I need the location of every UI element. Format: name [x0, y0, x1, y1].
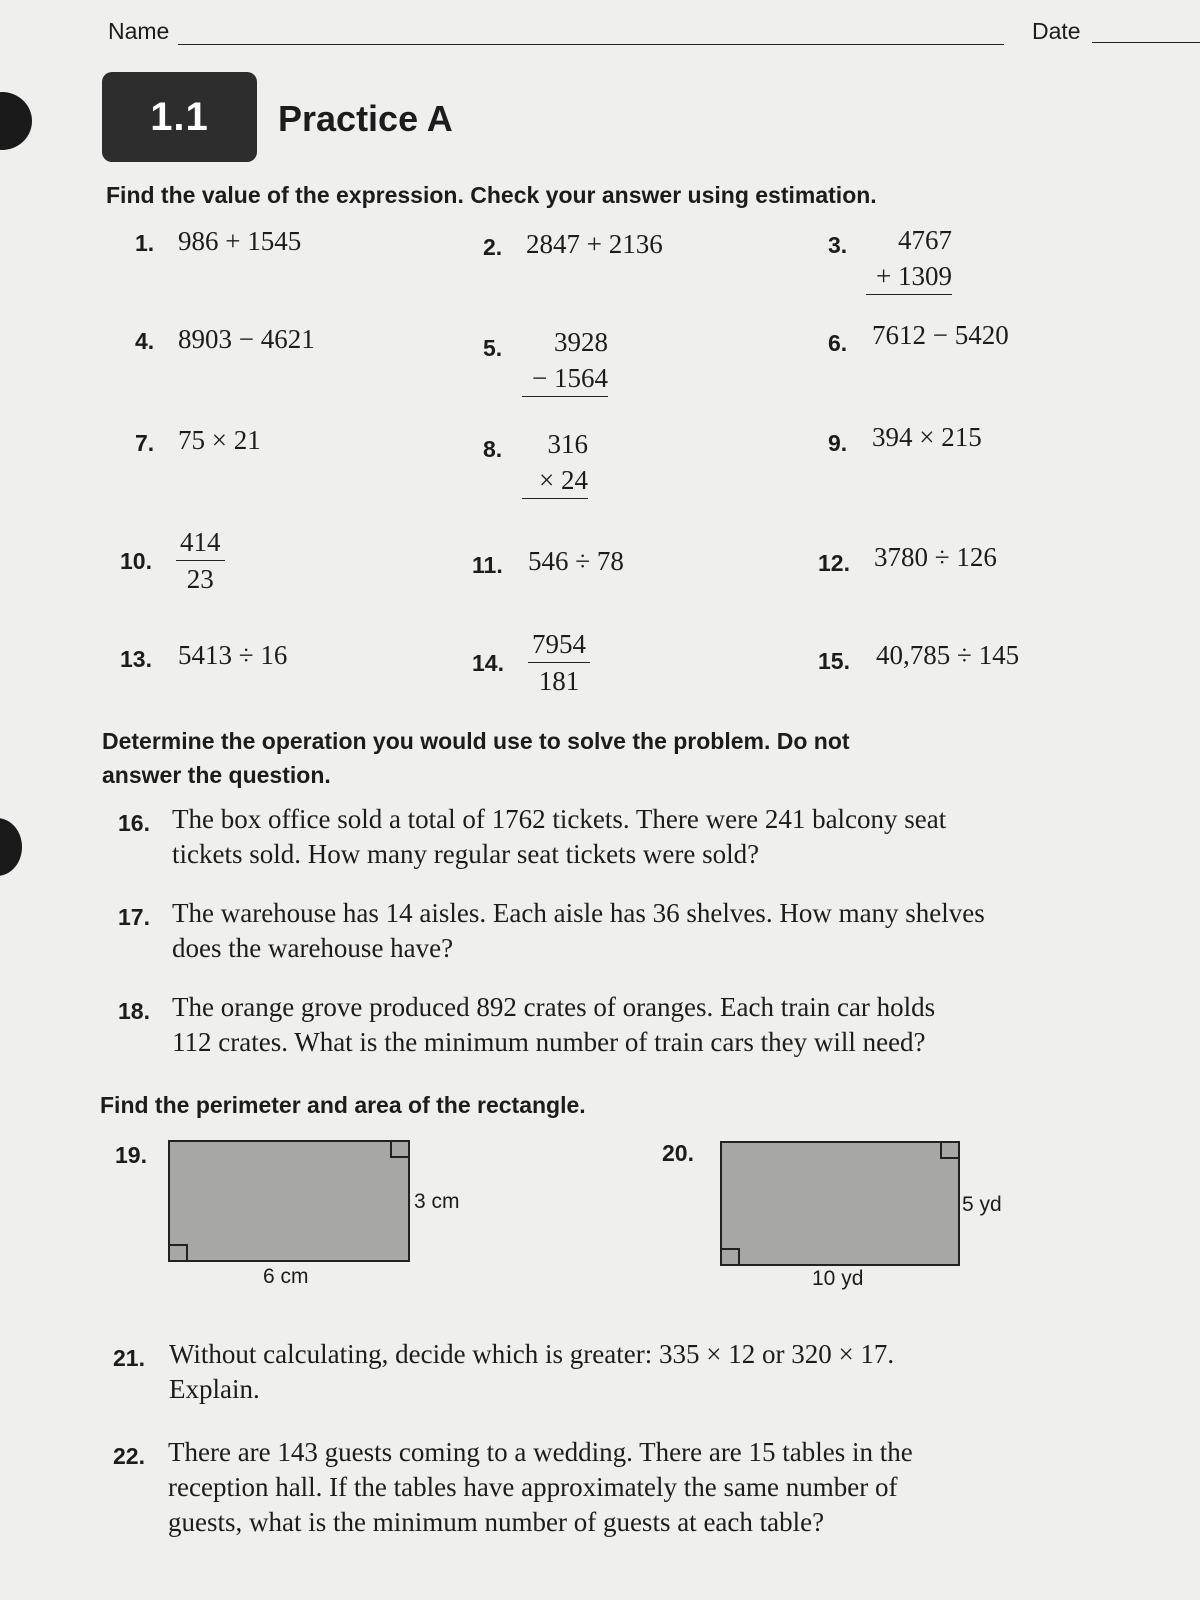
problem-expression: 75 × 21 — [178, 425, 261, 455]
vertical-problem — [522, 324, 608, 397]
rectangle-figure-19 — [168, 1140, 410, 1262]
problem-line: does the warehouse have? — [172, 933, 454, 963]
problem-line: Without calculating, decide which is greater: 335 × 12 or 320 × 17. — [169, 1339, 895, 1369]
problem-number: 21. — [113, 1345, 145, 1371]
problem-line: The orange grove produced 892 crates of oranges. Each train car holds — [172, 992, 936, 1022]
date-label: Date — [1032, 18, 1081, 44]
problem-expression: 8903 − 4621 — [178, 324, 315, 354]
section3-instruction: Find the perimeter and area of the rectangle. — [100, 1092, 586, 1118]
fraction-denominator: 23 — [186, 564, 214, 594]
problem-number: 20. — [662, 1140, 694, 1166]
problem-number: 16. — [118, 810, 150, 836]
problem-line: reception hall. If the tables have approximately the same number of — [168, 1472, 898, 1502]
stack-bottom: − 1564 — [522, 360, 608, 397]
name-field[interactable] — [178, 44, 1004, 45]
width-label: 10 yd — [812, 1267, 864, 1290]
right-angle-marker — [168, 1244, 188, 1262]
problem-number: 1. — [135, 230, 155, 256]
date-field[interactable] — [1092, 42, 1200, 43]
binder-hole-middle — [0, 818, 22, 876]
lesson-number-badge: 1.1 — [102, 72, 257, 162]
rectangle-figure-20 — [720, 1141, 960, 1266]
problem-number: 22. — [113, 1443, 145, 1469]
problem-expression: 546 ÷ 78 — [528, 546, 624, 576]
problem-expression: 7612 − 5420 — [872, 320, 1009, 350]
right-angle-marker — [940, 1141, 960, 1159]
instruction-line: Determine the operation you would use to solve the problem. Do not — [102, 728, 850, 754]
problem-expression: 2847 + 2136 — [526, 229, 663, 259]
problem-number: 19. — [115, 1142, 147, 1168]
height-label: 3 cm — [414, 1190, 460, 1213]
problem-number: 2. — [483, 234, 503, 260]
problem-number: 5. — [483, 335, 503, 361]
fraction-problem — [176, 524, 225, 597]
problem-number: 3. — [828, 232, 848, 258]
vertical-problem — [522, 426, 588, 499]
problem-line: tickets sold. How many regular seat tickets were sold? — [172, 839, 760, 869]
word-problem — [169, 1337, 1049, 1407]
fraction-numerator: 7954 — [528, 626, 590, 663]
problem-line: There are 143 guests coming to a wedding. There are 15 tables in the — [168, 1437, 913, 1467]
binder-hole-top — [0, 92, 32, 150]
height-label: 5 yd — [962, 1193, 1002, 1216]
problem-line: guests, what is the minimum number of guests at each table? — [168, 1507, 825, 1537]
problem-line: The warehouse has 14 aisles. Each aisle has 36 shelves. How many shelves — [172, 898, 985, 928]
problem-expression: 5413 ÷ 16 — [178, 640, 288, 670]
word-problem — [172, 990, 1052, 1060]
problem-expression: 394 × 215 — [872, 422, 982, 452]
fraction-numerator: 414 — [176, 524, 225, 561]
instruction-line: answer the question. — [102, 762, 331, 788]
page-title: Practice A — [278, 98, 453, 139]
problem-expression: 986 + 1545 — [178, 226, 302, 256]
word-problem — [168, 1435, 1048, 1540]
right-angle-marker — [720, 1248, 740, 1266]
stack-bottom: × 24 — [522, 462, 588, 499]
stack-top: 3928 — [554, 327, 608, 357]
problem-expression: 40,785 ÷ 145 — [876, 640, 1020, 670]
problem-number: 9. — [828, 430, 848, 456]
width-label: 6 cm — [263, 1265, 309, 1288]
problem-number: 17. — [118, 904, 150, 930]
problem-number: 8. — [483, 436, 503, 462]
stack-top: 316 — [547, 429, 588, 459]
problem-number: 6. — [828, 330, 848, 356]
name-label: Name — [108, 18, 170, 44]
stack-bottom: + 1309 — [866, 258, 952, 295]
stack-top: 4767 — [898, 225, 952, 255]
fraction-problem — [528, 626, 590, 699]
problem-expression: 3780 ÷ 126 — [874, 542, 997, 572]
fraction-denominator: 181 — [538, 666, 580, 696]
problem-number: 11. — [472, 552, 503, 578]
vertical-problem — [866, 222, 952, 295]
section1-instruction: Find the value of the expression. Check your answer using estimation. — [106, 182, 877, 208]
problem-number: 7. — [135, 430, 155, 456]
problem-line: The box office sold a total of 1762 tickets. There were 241 balcony seat — [172, 804, 947, 834]
problem-number: 13. — [120, 646, 152, 672]
problem-line: Explain. — [169, 1374, 260, 1404]
problem-number: 15. — [818, 648, 850, 674]
problem-line: 112 crates. What is the minimum number of train cars they will need? — [172, 1027, 926, 1057]
word-problem — [172, 896, 1052, 966]
word-problem — [172, 802, 1052, 872]
right-angle-marker — [390, 1140, 410, 1158]
problem-number: 14. — [472, 650, 504, 676]
problem-number: 4. — [135, 328, 155, 354]
section2-instruction — [102, 724, 850, 792]
problem-number: 10. — [120, 548, 152, 574]
problem-number: 18. — [118, 998, 150, 1024]
problem-number: 12. — [818, 550, 850, 576]
